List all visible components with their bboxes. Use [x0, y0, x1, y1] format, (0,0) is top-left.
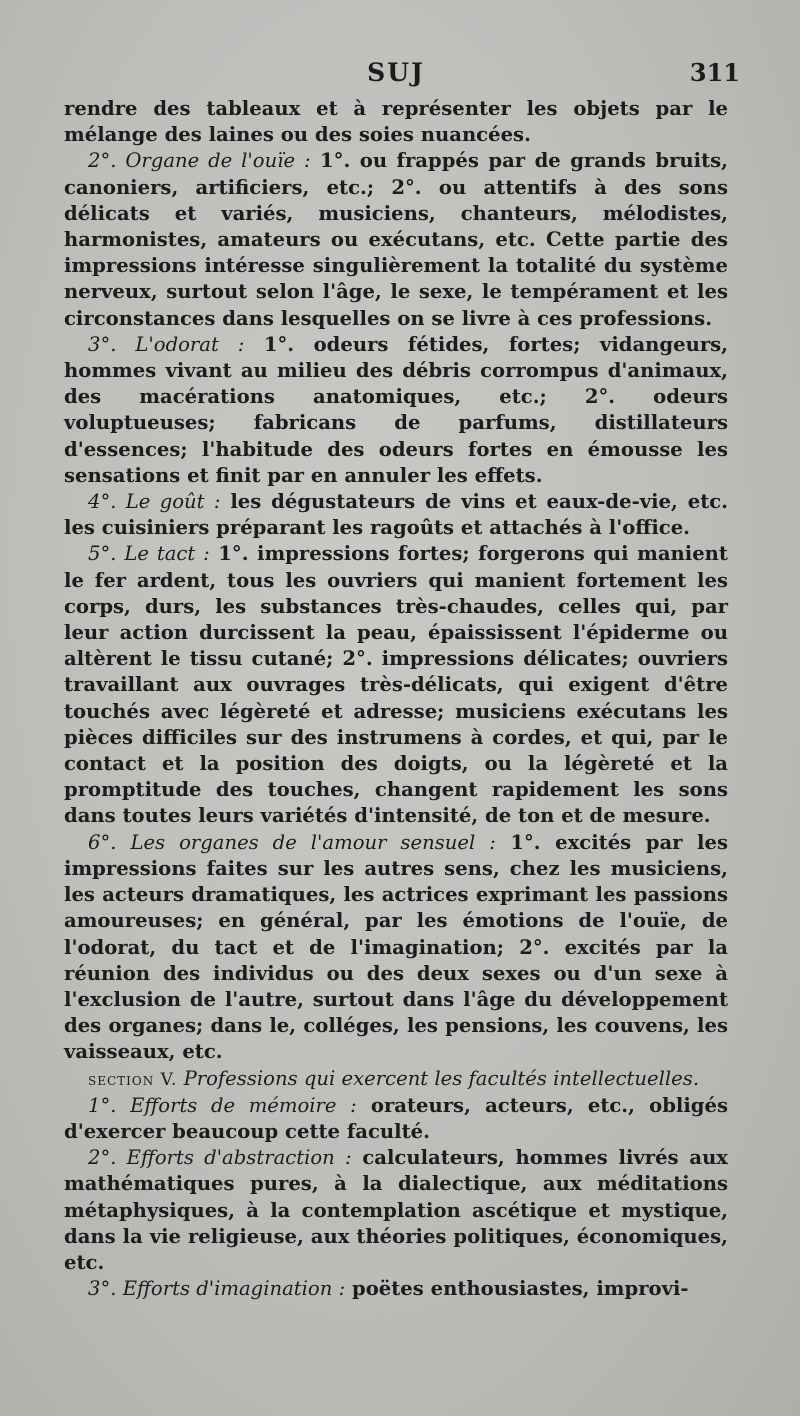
- paragraph-lead: 6°. Les organes de l'amour sensuel :: [88, 830, 496, 854]
- paragraph-lead: 2°. Efforts d'abstraction :: [88, 1146, 352, 1170]
- paragraph-odorat: [64, 332, 728, 489]
- paragraph-text: 1°. excités par les impressions faites sur les autres sens, chez les musiciens, les acteurs dramatiques, les actrices exprimant les passions amoureuses; en général, par les émotions de l'ouïe, de l'odorat, du tact et de l'imagination; 2°. excités par la réunion des individus ou des deux sexes ou d'un sexe à l'exclusion de l'autre, surtout dans l'âge du développement des organes; dans le, colléges, les pensions, les couvens, les vaisseaux, etc.: [64, 830, 728, 1064]
- paragraph-lead: 2°. Organe de l'ouïe :: [88, 149, 311, 173]
- body-text: [64, 96, 728, 1302]
- paragraph-text: calculateurs, hommes livrés aux mathématiques pures, à la dialectique, aux méditations métaphysiques, à la contemplation ascétique et mystique, dans la vie religieuse, aux théories politiques, économiques, etc.: [64, 1146, 728, 1274]
- paragraph-amour: [64, 830, 728, 1066]
- paragraph-text: 1°. ou frappés par de grands bruits, canoniers, artificiers, etc.; 2°. ou attentifs à des sons délicats et variés, musiciens, chanteurs, mélodistes, harmonistes, amateurs ou exécutans, etc. Cette partie des impressions intéresse singulièrement la totalité du système nerveux, surtout selon l'âge, le sexe, le tempérament et les circonstances dans lesquelles on se livre à ces professions.: [64, 149, 728, 330]
- paragraph-text: poëtes enthousiastes, improvi-: [345, 1277, 689, 1301]
- paragraph-lead: 4°. Le goût :: [88, 490, 221, 514]
- section-label: section V.: [88, 1069, 178, 1090]
- paragraph-text: 1°. odeurs fétides, fortes; vidangeurs, hommes vivant au milieu des débris corrompus d'animaux, des macérations anatomiques, etc.; 2°. odeurs voluptueuses; fabricans de parfums, distillateurs d'essences; l'habitude des odeurs fortes en émousse les sensations et finit par en annuler les effets.: [64, 332, 728, 487]
- paragraph-text: orateurs, acteurs, etc., obligés d'exercer beaucoup cette faculté.: [64, 1093, 728, 1143]
- paragraph-gout: [64, 489, 728, 541]
- paragraph-tact: [64, 541, 728, 829]
- paragraph-memoire: [64, 1093, 728, 1145]
- paragraph-text: rendre des tableaux et à représenter les objets par le mélange des laines ou des soies nuancées.: [64, 97, 728, 147]
- paragraph-text: les dégustateurs de vins et eaux-de-vie, etc. les cuisiniers préparant les ragoûts et attachés à l'office.: [64, 490, 728, 540]
- paragraph-lead: 1°. Efforts de mémoire :: [88, 1093, 357, 1117]
- paragraph-continuation: [64, 96, 728, 148]
- paragraph-lead: 3°. L'odorat :: [88, 332, 245, 356]
- paragraph-lead: 5°. Le tact :: [88, 542, 210, 566]
- section-title: Professions qui exercent les facultés intellectuelles.: [177, 1066, 700, 1090]
- running-head-title: SUJ: [367, 58, 425, 87]
- page-number: 311: [689, 58, 740, 87]
- paragraph-ouie: [64, 148, 728, 331]
- running-head: [64, 58, 740, 96]
- paragraph-text: 1°. impressions fortes; forgerons qui manient le fer ardent, tous les ouvriers qui manient fortement les corps, durs, les substances très-chaudes, celles qui, par leur action durcissent la peau, épaississent l'épiderme ou altèrent le tissu cutané; 2°. impressions délicates; ouvriers travaillant aux ouvrages très-délicats, qui exigent d'être touchés avec légèreté et adresse; musiciens exécutans les pièces difficiles sur des instrumens à cordes, et qui, par le contact et la position des doigts, ou la légèreté et la promptitude des touches, changent rapidement les sons dans toutes leurs variétés d'intensité, de ton et de mesure.: [64, 542, 728, 828]
- section-heading: [64, 1066, 728, 1093]
- paragraph-imagination: [64, 1276, 728, 1302]
- paragraph-abstraction: [64, 1145, 728, 1276]
- paragraph-lead: 3°. Efforts d'imagination :: [88, 1277, 346, 1301]
